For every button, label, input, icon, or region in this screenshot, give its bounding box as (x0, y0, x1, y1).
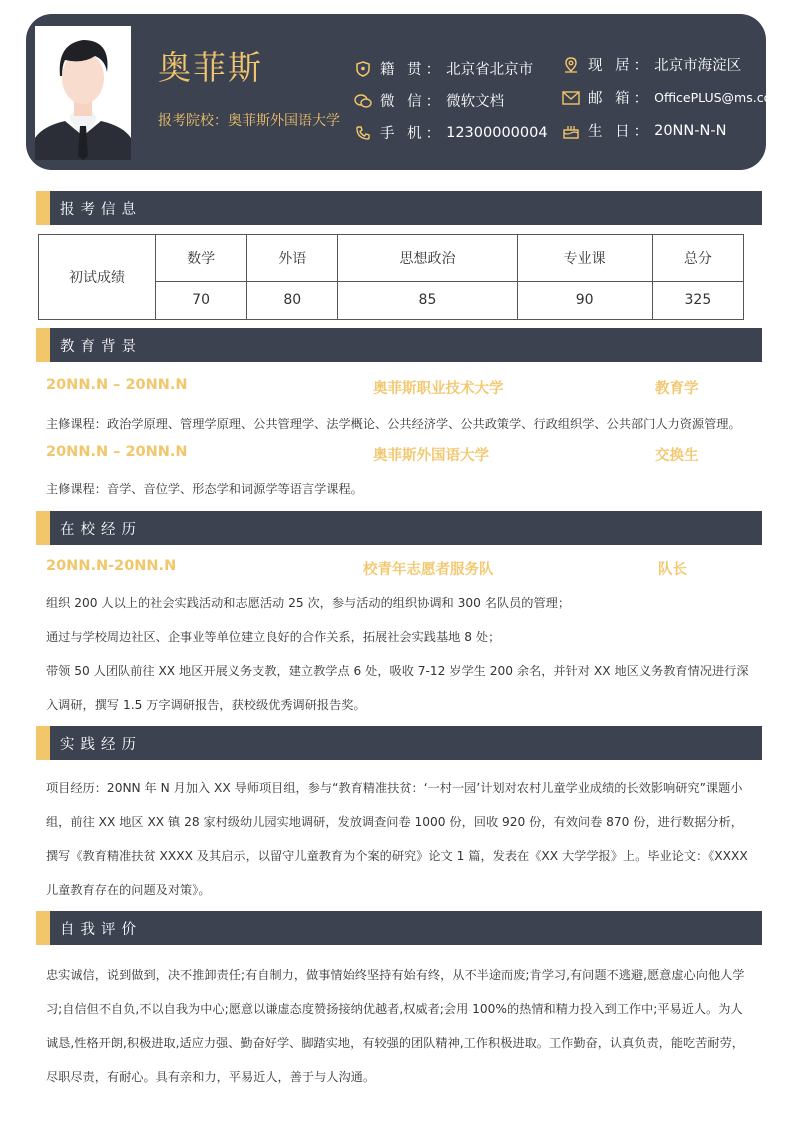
campus-entry (46, 558, 746, 580)
info-birthday: 生 日： 20NN-N-N (562, 120, 726, 141)
education-desc-1: 主修课程：政治学原理、管理学原理、公共管理学、法学概论、公共经济学、公共政策学、行政组织学、公共部门人力资源管理。 (46, 417, 741, 431)
target-school: 报考院校：奥菲斯外国语大学 (158, 113, 340, 129)
education-entry-2 (46, 444, 746, 466)
section-title: 报考信息 (60, 202, 142, 218)
score-subject: 思想政治 (338, 235, 517, 282)
section-title: 自我评价 (60, 922, 142, 938)
self-evaluation: 忠实诚信，说到做到，决不推卸责任;有自制力，做事情始终坚持有始有终，从不半途而废;肯学习,有问题不逃避,愿意虚心向他人学习;自信但不自负,不以自我为中心;愿意以谦虚态度赞扬接纳优越者,权威者;会用 100%的热情和精力投入到工作中;平易近人。为人诚恳,性格开朗,积极进取,适应力强、勤奋好学、脚踏实地，有较强的团队精神,工作积极进取。工作勤奋，认真负责，能吃苦耐劳，尽职尽责，有耐心。具有亲和力，平易近人，善于与人沟通。 (46, 968, 745, 1084)
campus-line: 组织 200 人以上的社会实践活动和志愿活动 25 次，参与活动的组织协调和 300 名队员的管理； (46, 596, 571, 610)
info-residence: 现 居： 北京市海淀区 (562, 54, 741, 75)
campus-role: 队长 (658, 562, 687, 578)
education-period: 20NN.N – 20NN.N (46, 377, 188, 393)
section-exam-header (36, 191, 762, 225)
candidate-name: 奥菲斯 (158, 48, 263, 87)
campus-period: 20NN.N-20NN.N (46, 558, 177, 574)
exam-score-table (38, 234, 744, 320)
section-practice-header (36, 726, 762, 760)
mail-icon (562, 89, 580, 107)
section-self-header (36, 911, 762, 945)
info-hometown: 籍 贯： 北京省北京市 (354, 58, 533, 79)
campus-line: 带领 50 人团队前往 XX 地区开展义务支教，建立教学点 6 处，吸收 7-12 岁学生 200 余名，并针对 XX 地区义务教育情况进行深入调研，撰写 1.5 万字调研报告，获校级优秀调研报告奖。 (46, 664, 749, 712)
section-campus-header (36, 511, 762, 545)
section-title: 在校经历 (60, 522, 142, 538)
location-icon (562, 56, 580, 74)
score-subject: 外语 (247, 235, 338, 282)
score-row-label: 初试成绩 (39, 235, 156, 320)
score-value: 85 (338, 281, 517, 319)
avatar (35, 26, 131, 160)
score-value: 80 (247, 281, 338, 319)
cake-icon (562, 122, 580, 140)
education-degree: 交换生 (655, 448, 699, 464)
section-education-header (36, 328, 762, 362)
info-wechat: 微 信： 微软文档 (354, 90, 504, 111)
shield-icon (354, 60, 372, 78)
score-subject: 专业课 (517, 235, 652, 282)
profile-header (26, 14, 784, 170)
campus-line: 通过与学校周边社区、企事业等单位建立良好的合作关系，拓展社会实践基地 8 处； (46, 630, 501, 644)
education-degree: 教育学 (655, 381, 699, 397)
score-value: 90 (517, 281, 652, 319)
score-subject: 总分 (652, 235, 743, 282)
practice-details: 项目经历：20NN 年 N 月加入 XX 导师项目组，参与“教育精准扶贫：‘一村一园’计划对农村儿童学业成绩的长效影响研究”课题小组，前往 XX 地区 XX 镇 28 家村级幼儿园实地调研，发放调查问卷 1000 份，回收 920 份，有效问卷 870 份，进行数据分析，撰写《教育精准扶贫 XXXX 及其启示，以留守儿童教育为个案的研究》论文 1 篇，发表在《XX 大学学报》上。毕业论文：《XXXX 儿童教育存在的问题及对策》。 (46, 781, 748, 897)
campus-details (46, 586, 752, 722)
education-school: 奥菲斯外国语大学 (373, 448, 489, 464)
score-value: 70 (156, 281, 247, 319)
info-email: 邮 箱： OfficePLUS@ms.com (562, 87, 783, 108)
score-value: 325 (652, 281, 743, 319)
education-desc-2: 主修课程：音学、音位学、形态学和词源学等语言学课程。 (46, 482, 363, 496)
education-period: 20NN.N – 20NN.N (46, 444, 188, 460)
phone-icon (354, 124, 372, 142)
section-title: 实践经历 (60, 737, 142, 753)
section-title: 教育背景 (60, 339, 142, 355)
person-avatar-icon (35, 26, 131, 160)
education-entry-1 (46, 377, 746, 399)
score-subject: 数学 (156, 235, 247, 282)
wechat-icon (354, 92, 372, 110)
campus-organization: 校青年志愿者服务队 (363, 562, 494, 578)
info-phone: 手 机： 12300000004 (354, 122, 548, 143)
education-school: 奥菲斯职业技术大学 (373, 381, 504, 397)
